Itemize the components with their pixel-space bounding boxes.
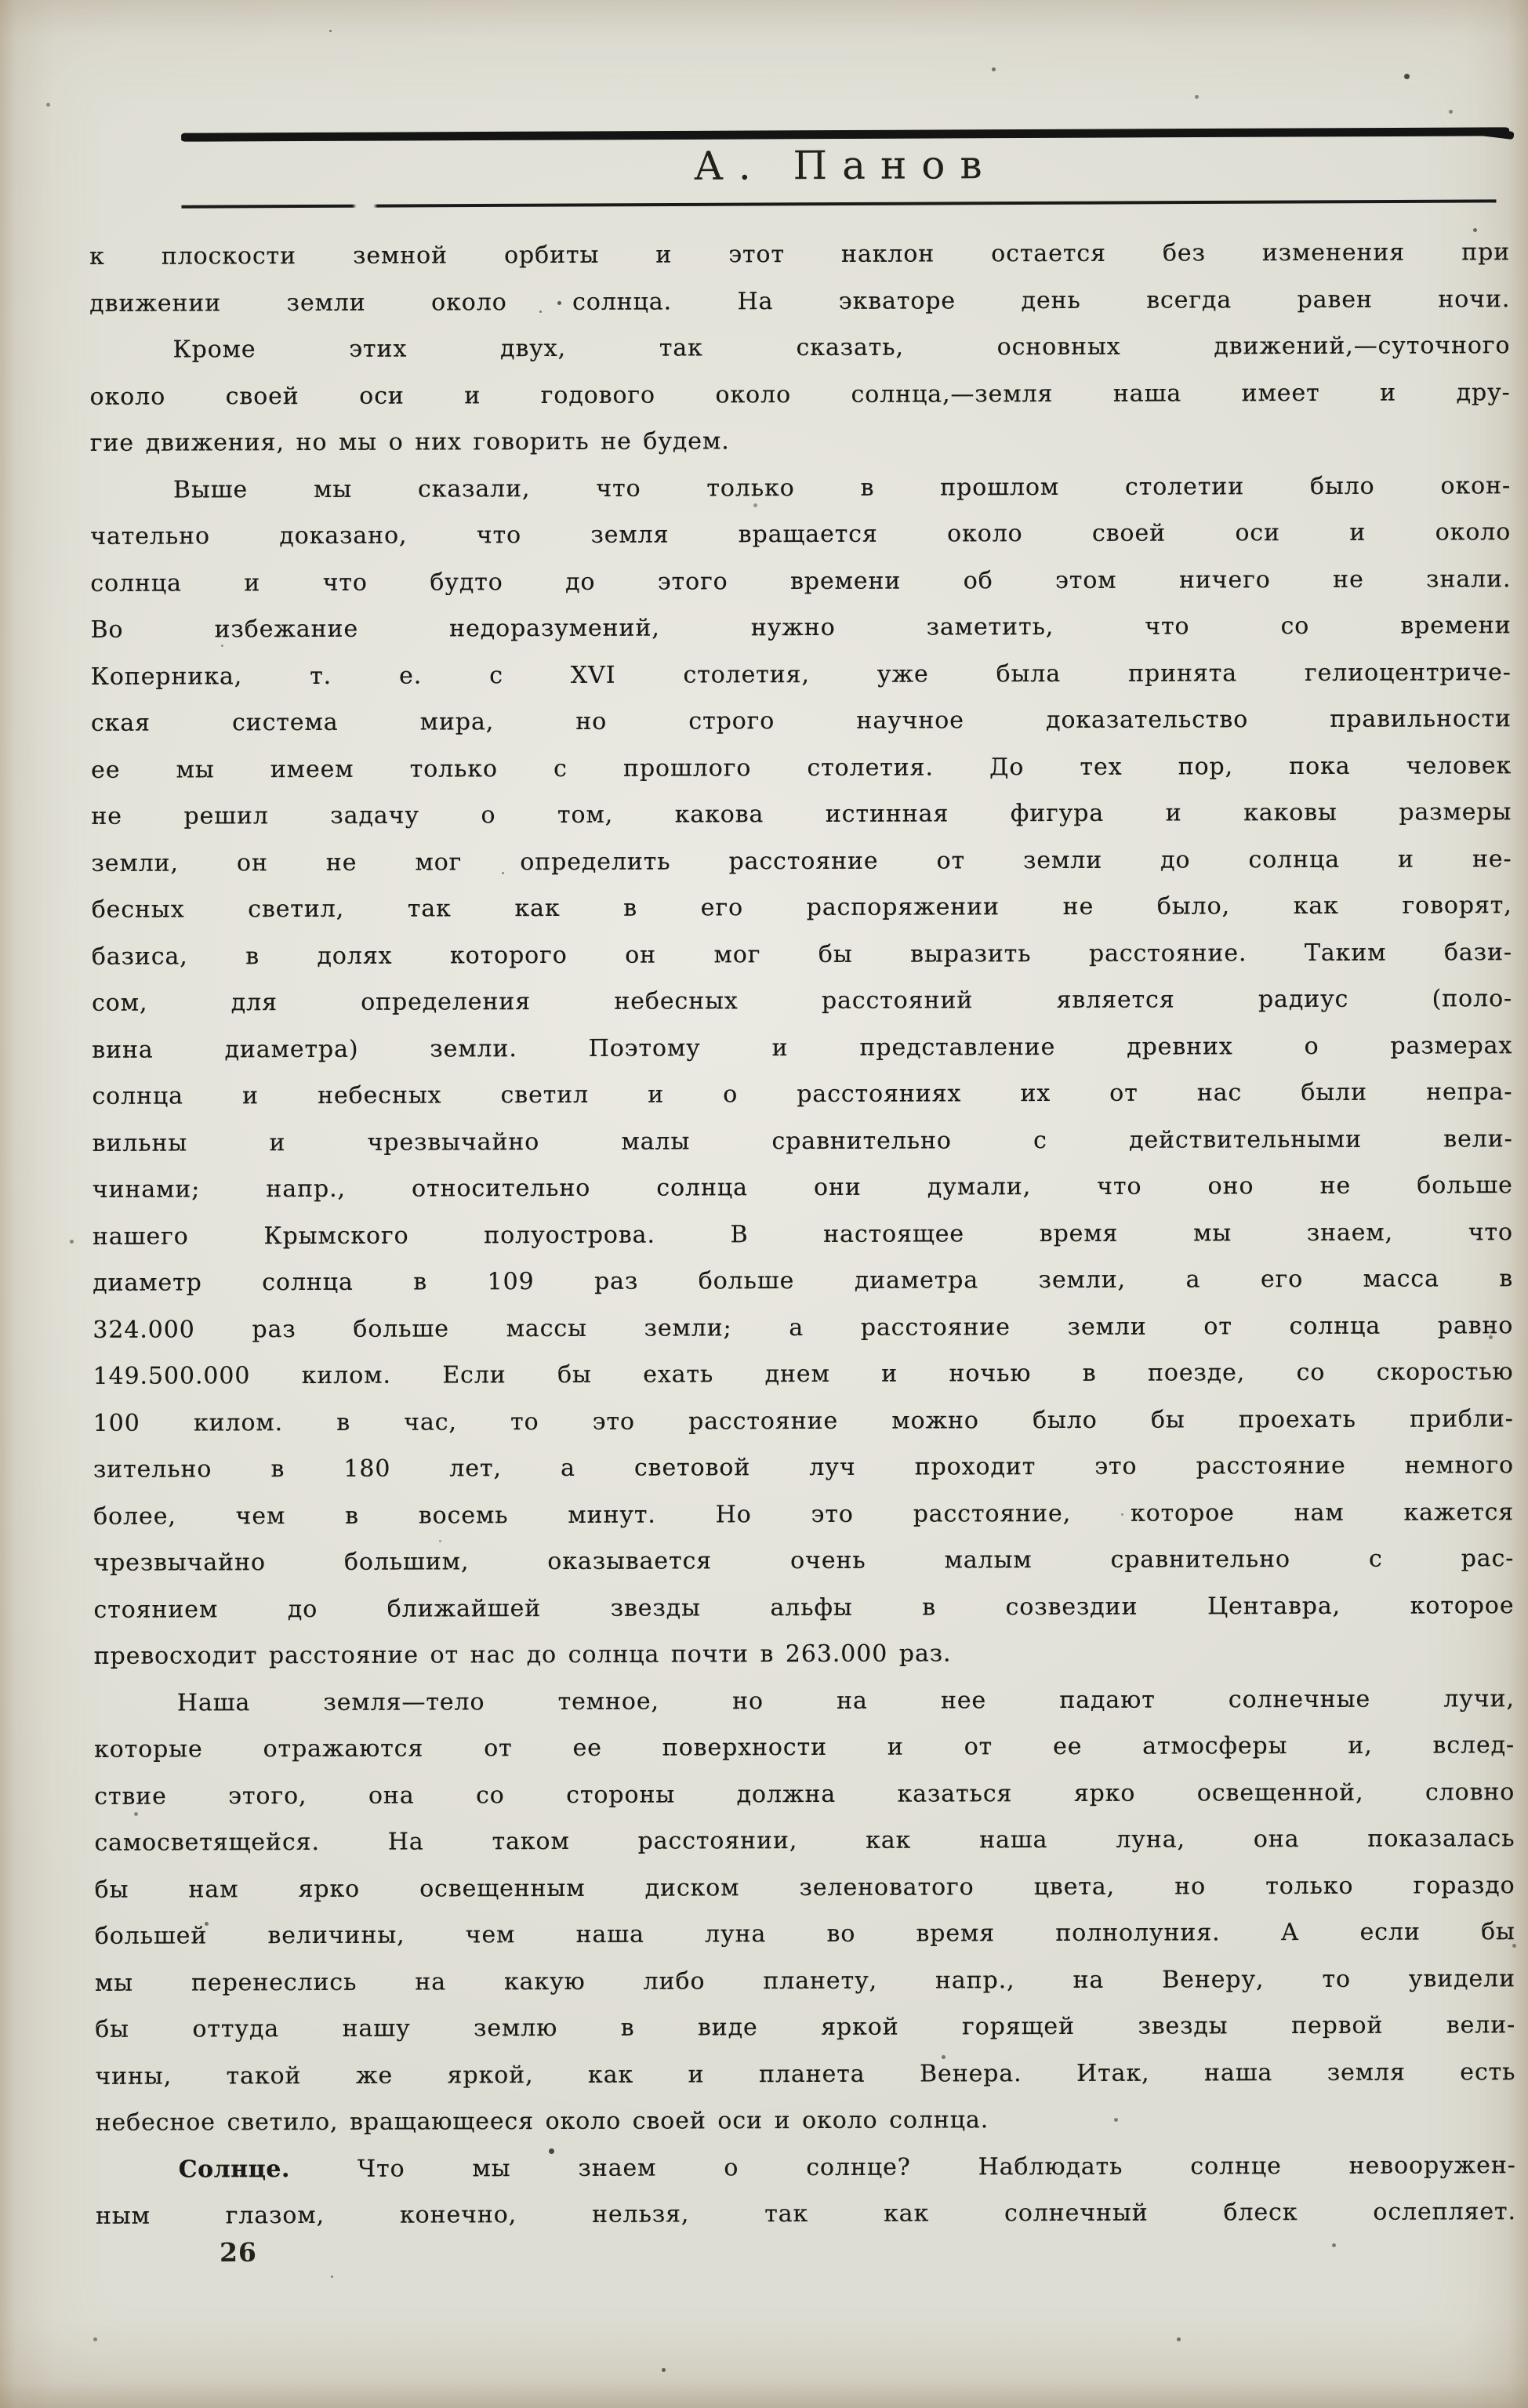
text-line: около своей оси и годового около солнца,—земля наша имеет и дру-	[89, 378, 1511, 411]
text-line: зительно в 180 лет, а световой луч проходит это расстояние немного	[93, 1451, 1514, 1484]
header-rule-top	[181, 127, 1509, 141]
text-line: сом, для определения небесных расстояний является радиус (поло-	[92, 985, 1513, 1017]
text-line: ным глазом, конечно, нельзя, так как солнечный блеск ослепляет.	[95, 2198, 1516, 2230]
running-head-author: А. Панов	[693, 142, 997, 189]
text-line: вина диаметра) земли. Поэтому и представление древних о размерах	[92, 1031, 1513, 1064]
text-line: солнца и небесных светил и о расстояниях их от нас были непра-	[92, 1078, 1513, 1110]
text-line: Во избежание недоразумений, нужно заметить, что со времени	[90, 612, 1512, 644]
paper-specks	[0, 0, 2, 2]
text-line: солнца и что будто до этого времени об этом ничего не знали.	[90, 565, 1512, 597]
text-line: земли, он не мог определить расстояние от земли до солнца и не-	[91, 844, 1512, 877]
text-line: чинами; напр., относительно солнца они думали, что оно не больше	[92, 1171, 1513, 1204]
text-line: небесное светило, вращающееся около своей оси и около солнца.	[95, 2106, 989, 2137]
running-head	[180, 0, 1509, 238]
text-line: к плоскости земной орбиты и этот наклон остается без изменения при	[89, 238, 1511, 271]
text-line: самосветящейся. На таком расстоянии, как наша луна, она показалась	[94, 1825, 1515, 1857]
text-line: Коперника, т. е. с XVI столетия, уже была принята гелиоцентриче-	[90, 658, 1512, 691]
text-line: большей величины, чем наша луна во время полнолуния. А если бы	[94, 1918, 1515, 1950]
text-line: превосходит расстояние от нас до солнца почти в 263.000 раз.	[93, 1640, 952, 1670]
page-number: 26	[219, 2236, 258, 2268]
text-line: мы перенеслись на какую либо планету, напр., на Венеру, то увидели	[94, 1964, 1516, 1997]
text-block	[89, 229, 1516, 2239]
text-line: ская система мира, но строго научное доказательство правильности	[90, 705, 1512, 737]
text-line: не решил задачу о том, какова истинная фигура и каковы размеры	[91, 798, 1512, 830]
text-line: движении земли около солнца. На экваторе день всегда равен ночи.	[89, 285, 1511, 318]
text-line: 324.000 раз больше массы земли; а расстояние земли от солнца равно	[93, 1311, 1514, 1344]
text-line: более, чем в восемь минут. Но это расстояние, которое нам кажется	[93, 1498, 1515, 1531]
text-line: стоянием до ближайшей звезды альфы в созвездии Центавра, которое	[93, 1591, 1515, 1624]
text-line: Выше мы сказали, что только в прошлом столетии было окон-	[172, 471, 1512, 504]
text-line: 100 килом. в час, то это расстояние можно было бы проехать прибли-	[93, 1404, 1514, 1437]
text-line: нашего Крымского полуострова. В настоящее время мы знаем, что	[92, 1218, 1514, 1251]
text-line: бесных светил, так как в его распоряжении не было, как говорят,	[91, 892, 1512, 924]
text-line: чательно доказано, что земля вращается около своей оси и около	[90, 518, 1512, 550]
text-line: Кроме этих двух, так сказать, основных движений,—суточного	[172, 332, 1511, 364]
text-line: бы нам ярко освещенным диском зеленоватого цвета, но только гораздо	[94, 1871, 1515, 1904]
text-line: Наша земля—тело темное, но на нее падают солнечные лучи,	[176, 1684, 1515, 1717]
text-line: базиса, в долях которого он мог бы выразить расстояние. Таким бази-	[91, 938, 1512, 971]
text-line: диаметр солнца в 109 раз больше диаметра земли, а его масса в	[93, 1265, 1514, 1297]
text-line: вильны и чрезвычайно малы сравнительно с действительными вели-	[92, 1124, 1513, 1157]
text-line: чрезвычайно большим, оказывается очень малым сравнительно с рас-	[93, 1545, 1515, 1577]
text-line: 149.500.000 килом. Если бы ехать днем и ночью в поезде, со скоростью	[93, 1358, 1514, 1390]
text-line: которые отражаются от ее поверхности и от ее атмосферы и, вслед-	[94, 1731, 1515, 1763]
bold-lead-word: Солнце.	[178, 2155, 290, 2184]
header-rule-bottom	[181, 199, 1496, 208]
text-line: ствие этого, она со стороны должна казаться ярко освещенной, словно	[94, 1778, 1515, 1811]
text-line: Солнце. Что мы знаем о солнце? Наблюдать солнце невооружен-	[178, 2151, 1516, 2184]
text-line: гие движения, но мы о них говорить не будем.	[89, 427, 730, 457]
text-line: ее мы имеем только с прошлого столетия. До тех пор, пока человек	[91, 751, 1512, 784]
text-line: чины, такой же яркой, как и планета Венера. Итак, наша земля есть	[95, 2058, 1516, 2090]
text-line: бы оттуда нашу землю в виде яркой горящей звезды первой вели-	[95, 2011, 1516, 2043]
